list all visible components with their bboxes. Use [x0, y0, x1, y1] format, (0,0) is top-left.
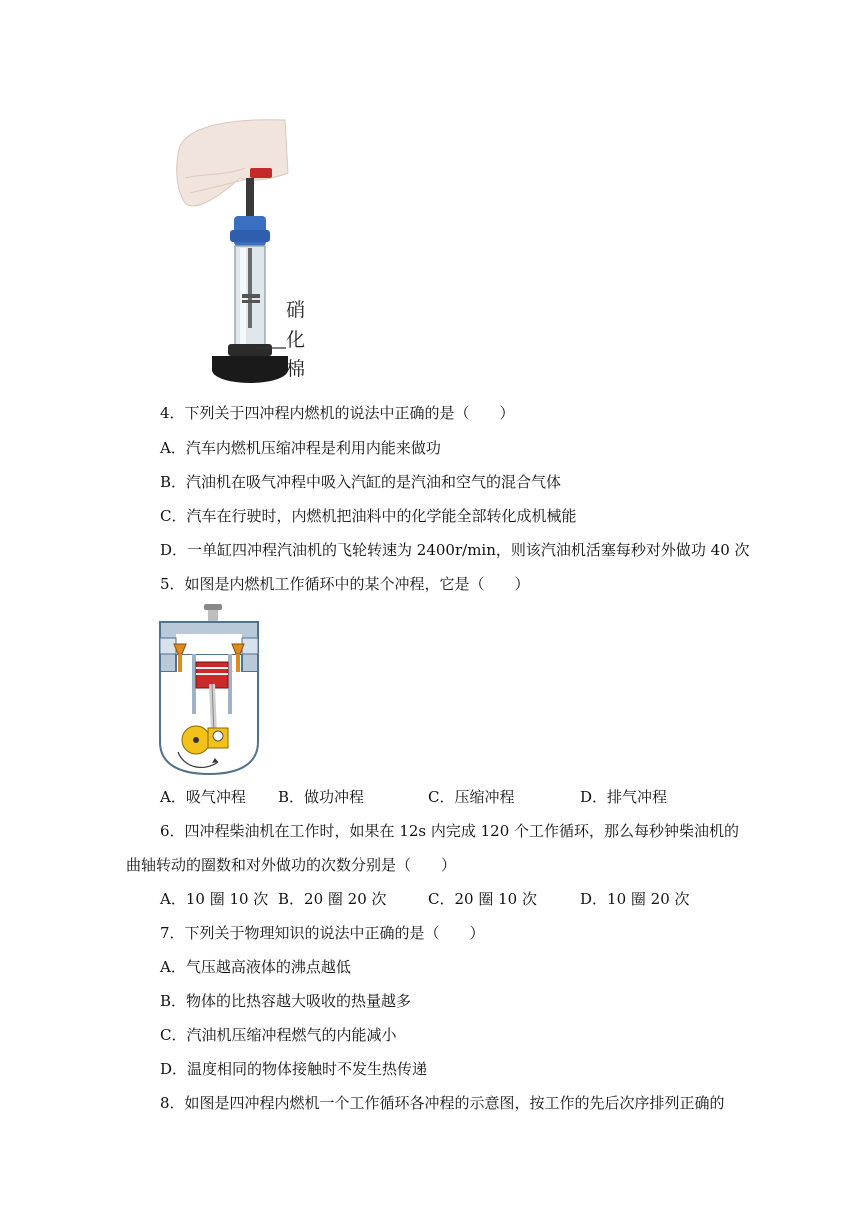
q6-option-a: A．10 圈 10 次 [160, 890, 269, 908]
label-char-1: 硝 [286, 299, 306, 321]
q6-option-b: B．20 圈 20 次 [278, 890, 387, 908]
engine-diagram [156, 602, 262, 776]
label-char-3: 棉 [286, 358, 306, 380]
q5-option-b: B．做功冲程 [278, 788, 365, 806]
q6-stem-line1: 6．四冲程柴油机在工作时，如果在 12s 内完成 120 个工作循环，那么每秒钟柴油机的 [160, 822, 740, 840]
q4-option-c: C．汽车在行驶时，内燃机把油料中的化学能全部转化成机械能 [160, 507, 577, 525]
q7-option-a: A．气压越高液体的沸点越低 [160, 958, 351, 976]
q6-option-d: D．10 圈 20 次 [580, 890, 690, 908]
q5-option-d: D．排气冲程 [580, 788, 668, 806]
q6-option-c: C．20 圈 10 次 [428, 890, 537, 908]
q5-option-c: C．压缩冲程 [428, 788, 515, 806]
label-char-2: 化 [286, 329, 306, 351]
q5-stem: 5．如图是内燃机工作循环中的某个冲程，它是（ ） [160, 575, 530, 593]
q7-stem: 7．下列关于物理知识的说法中正确的是（ ） [160, 924, 485, 942]
q4-option-b: B．汽油机在吸气冲程中吸入汽缸的是汽油和空气的混合气体 [160, 473, 562, 491]
engine-figure [156, 602, 262, 776]
pump-illustration [170, 118, 320, 386]
q6-stem-line2: 曲轴转动的圈数和对外做功的次数分别是（ ） [126, 856, 457, 874]
q5-option-a: A．吸气冲程 [160, 788, 246, 806]
q4-option-d: D．一单缸四冲程汽油机的飞轮转速为 2400r/min，则该汽油机活塞每秒对外做功 40 次 [160, 541, 750, 559]
q8-stem: 8．如图是四冲程内燃机一个工作循环各冲程的示意图，按工作的先后次序排列正确的 [160, 1094, 725, 1112]
q4-stem: 4．下列关于四冲程内燃机的说法中正确的是（ ） [160, 404, 515, 422]
pump-figure [170, 118, 320, 386]
q7-option-b: B．物体的比热容越大吸收的热量越多 [160, 992, 412, 1010]
q7-option-c: C．汽油机压缩冲程燃气的内能减小 [160, 1026, 397, 1044]
q4-option-a: A．汽车内燃机压缩冲程是利用内能来做功 [160, 439, 441, 457]
q7-option-d: D．温度相同的物体接触时不发生热传递 [160, 1060, 428, 1078]
